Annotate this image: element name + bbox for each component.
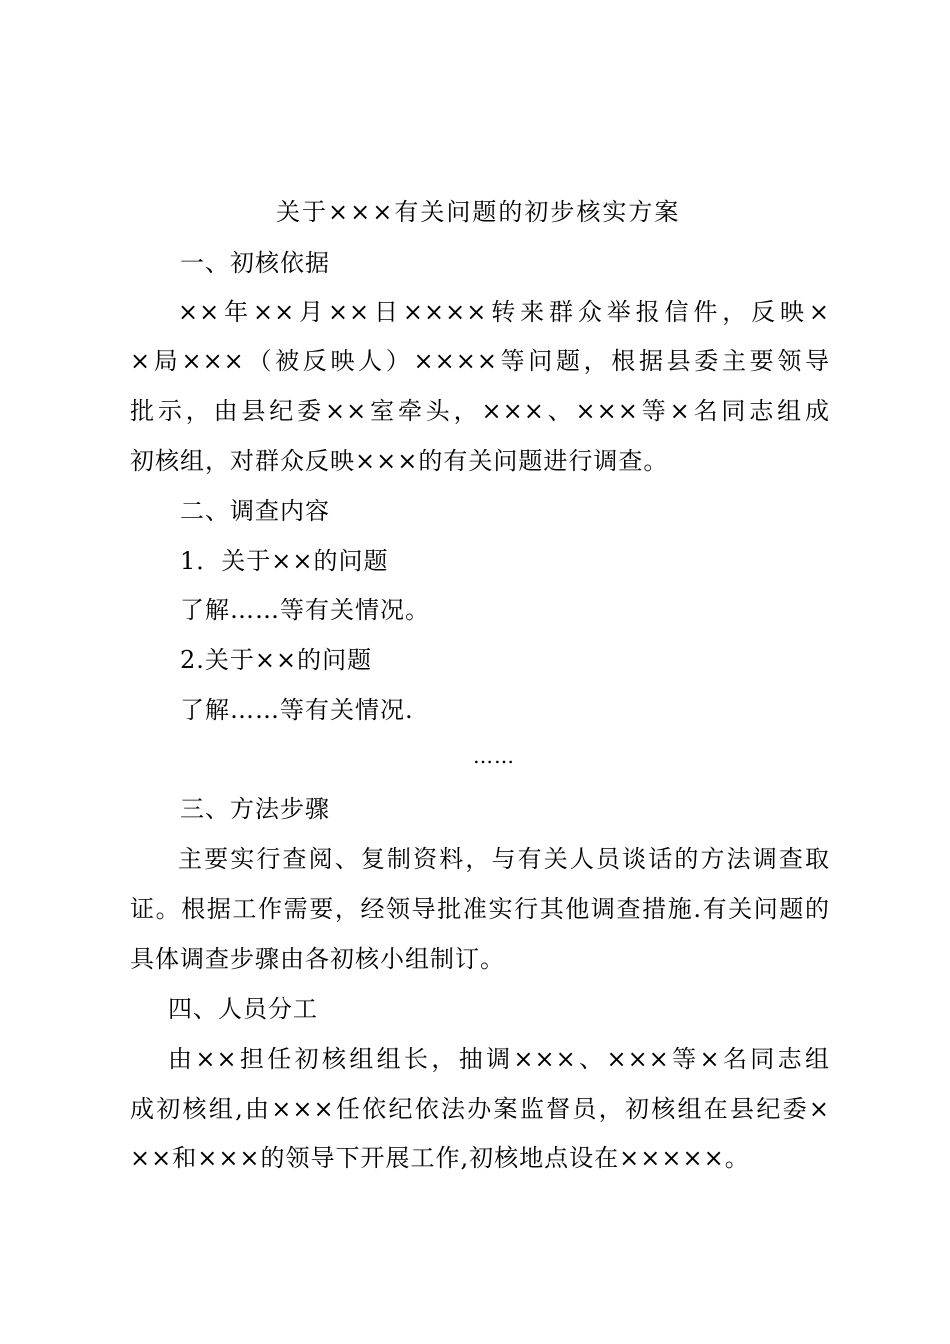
paragraph-line: 批示，由县纪委××室牵头，×××、×××等×名同志组成	[130, 397, 830, 425]
paragraph-line: 主要实行查阅、复制资料，与有关人员谈话的方法调查取	[178, 845, 830, 873]
document-title: 关于×××有关问题的初步核实方案	[276, 198, 681, 226]
item-text: 了解……等有关情况.	[180, 696, 414, 724]
paragraph-line: 由××担任初核组组长，抽调×××、×××等×名同志组	[168, 1045, 830, 1073]
ellipsis: ……	[473, 744, 515, 768]
section-heading-basis: 一、初核依据	[180, 249, 330, 277]
paragraph-line: 具体调查步骤由各初核小组制订。	[130, 945, 505, 973]
paragraph-line: 成初核组,由×××任依纪依法办案监督员，初核组在县纪委×	[130, 1095, 830, 1123]
item-text: 了解……等有关情况。	[180, 596, 430, 624]
paragraph-line: 初核组，对群众反映×××的有关问题进行调查。	[130, 447, 669, 475]
section-heading-staff: 四、人员分工	[168, 995, 318, 1023]
paragraph-line: ×局×××（被反映人）××××等问题，根据县委主要领导	[130, 347, 830, 375]
section-heading-method: 三、方法步骤	[180, 795, 330, 823]
paragraph-line: ××年××月××日××××转来群众举报信件，反映×	[178, 298, 830, 326]
item-title: 1．关于××的问题	[180, 547, 389, 575]
paragraph-line: ××和×××的领导下开展工作,初核地点设在×××××。	[130, 1144, 750, 1172]
item-title: 2.关于××的问题	[180, 646, 373, 674]
paragraph-line: 证。根据工作需要，经领导批准实行其他调查措施.有关问题的	[130, 895, 830, 923]
section-heading-content: 二、调查内容	[180, 497, 330, 525]
